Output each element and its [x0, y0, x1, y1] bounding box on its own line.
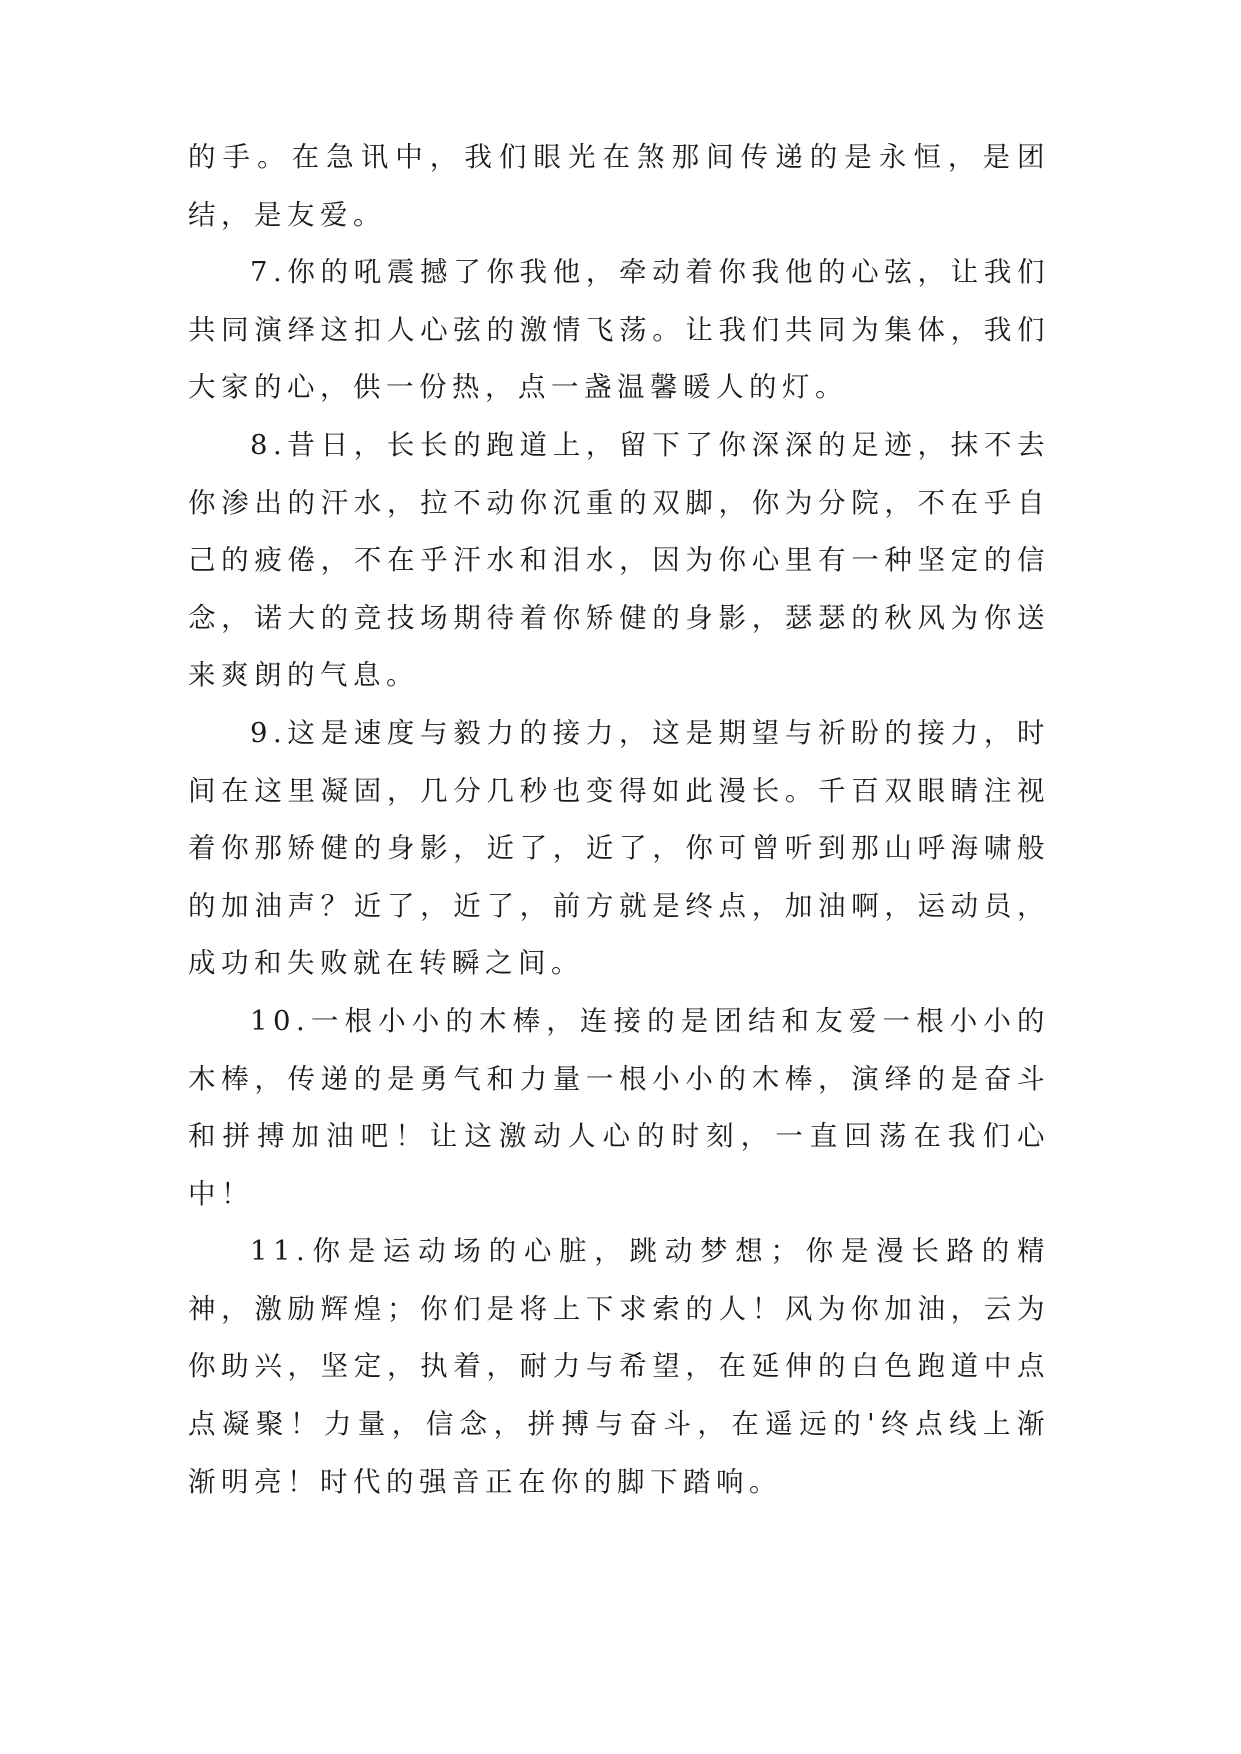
paragraph-item-7: 7.你的吼震撼了你我他，牵动着你我他的心弦，让我们共同演绎这扣人心弦的激情飞荡。让我们共同为集体，我们大家的心，供一份热，点一盏温馨暖人的灯。	[188, 256, 1050, 404]
document-body	[188, 129, 1050, 1511]
paragraph-item-10: 10.一根小小的木棒，连接的是团结和友爱一根小小的木棒，传递的是勇气和力量一根小小的木棒，演绎的是奋斗和拼搏加油吧！让这激动人心的时刻，一直回荡在我们心中！	[188, 1004, 1050, 1210]
paragraph-item-8: 8.昔日，长长的跑道上，留下了你深深的足迹，抹不去你渗出的汗水，拉不动你沉重的双脚，你为分院，不在乎自己的疲倦，不在乎汗水和泪水，因为你心里有一种坚定的信念，诺大的竞技场期待着你矫健的身影，瑟瑟的秋风为你送来爽朗的气息。	[188, 428, 1050, 692]
paragraph-continuation: 的手。在急讯中，我们眼光在煞那间传递的是永恒，是团结，是友爱。	[188, 141, 1050, 231]
paragraph-item-11: 11.你是运动场的心脏，跳动梦想；你是漫长路的精神，激励辉煌；你们是将上下求索的人！风为你加油，云为你助兴，坚定，执着，耐力与希望，在延伸的白色跑道中点点凝聚！力量，信念，拼搏与奋斗，在遥远的'终点线上渐渐明亮！时代的强音正在你的脚下踏响。	[188, 1235, 1050, 1498]
paragraph-item-9: 9.这是速度与毅力的接力，这是期望与祈盼的接力，时间在这里凝固，几分几秒也变得如此漫长。千百双眼睛注视着你那矫健的身影，近了，近了，你可曾听到那山呼海啸般的加油声？近了，近了，前方就是终点，加油啊，运动员，成功和失败就在转瞬之间。	[188, 716, 1050, 980]
